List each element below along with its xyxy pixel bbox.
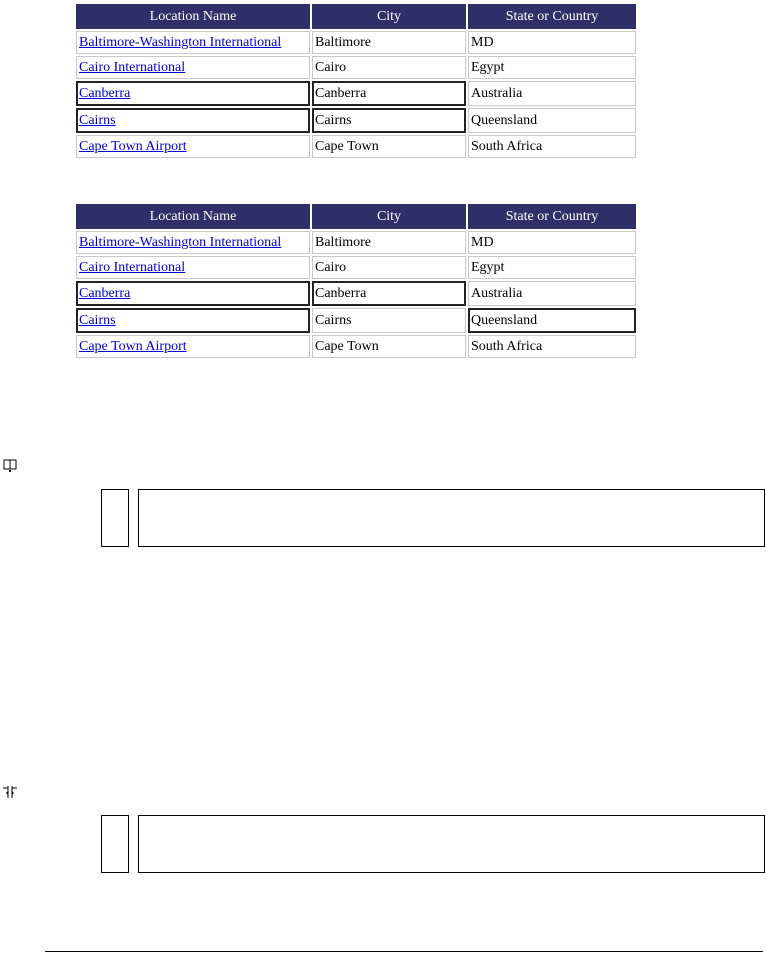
- location-link[interactable]: Cairo International: [79, 59, 186, 75]
- city-cell: Canberra: [312, 281, 466, 306]
- table-row[interactable]: [76, 281, 636, 306]
- display-icon: [2, 459, 18, 473]
- state-cell: Egypt: [468, 56, 636, 79]
- city-cell: Cairo: [312, 56, 466, 79]
- location-link[interactable]: Canberra: [79, 285, 131, 301]
- location-link[interactable]: Cairns: [79, 112, 116, 128]
- location-cell: [76, 135, 310, 158]
- footer-divider: [45, 951, 763, 952]
- location-link[interactable]: Cairns: [79, 312, 116, 328]
- location-cell: [76, 335, 310, 358]
- code-sample-box: [138, 815, 765, 873]
- state-cell: South Africa: [468, 335, 636, 358]
- location-link[interactable]: Canberra: [79, 85, 131, 101]
- table-row[interactable]: [76, 108, 636, 133]
- code-line-gutter: [101, 815, 129, 873]
- table-row[interactable]: [76, 335, 636, 358]
- location-link[interactable]: Baltimore-Washington International: [79, 34, 282, 50]
- location-cell: [76, 308, 310, 333]
- table-row[interactable]: [76, 256, 636, 279]
- location-cell: [76, 231, 310, 254]
- state-cell: Egypt: [468, 256, 636, 279]
- location-cell: [76, 281, 310, 306]
- state-cell: MD: [468, 231, 636, 254]
- table-row[interactable]: [76, 31, 636, 54]
- location-link[interactable]: Cape Town Airport: [79, 138, 187, 154]
- column-header-state-or-country[interactable]: State or Country: [468, 4, 636, 29]
- header-row: [76, 4, 636, 29]
- city-cell: Cape Town: [312, 335, 466, 358]
- table-row[interactable]: [76, 81, 636, 106]
- city-cell: Cape Town: [312, 135, 466, 158]
- city-cell: Baltimore: [312, 231, 466, 254]
- code-line-gutter: [101, 489, 129, 547]
- column-header-state-or-country[interactable]: State or Country: [468, 204, 636, 229]
- state-cell: MD: [468, 31, 636, 54]
- state-cell: Queensland: [468, 108, 636, 133]
- column-header-location-name[interactable]: Location Name: [76, 4, 310, 29]
- locations-table-2: [74, 202, 638, 360]
- column-header-location-name[interactable]: Location Name: [76, 204, 310, 229]
- state-cell: Australia: [468, 81, 636, 106]
- location-cell: [76, 256, 310, 279]
- column-header-city[interactable]: City: [312, 4, 466, 29]
- location-cell: [76, 31, 310, 54]
- state-cell: South Africa: [468, 135, 636, 158]
- state-cell: Australia: [468, 281, 636, 306]
- table-row[interactable]: [76, 56, 636, 79]
- city-cell: Cairns: [312, 308, 466, 333]
- column-header-city[interactable]: City: [312, 204, 466, 229]
- city-cell: Cairo: [312, 256, 466, 279]
- table-row[interactable]: [76, 308, 636, 333]
- state-cell: Queensland: [468, 308, 636, 333]
- location-link[interactable]: Cairo International: [79, 259, 186, 275]
- location-link[interactable]: Baltimore-Washington International: [79, 234, 282, 250]
- header-row: [76, 204, 636, 229]
- locations-table-1: [74, 2, 638, 160]
- table-row[interactable]: [76, 231, 636, 254]
- city-cell: Baltimore: [312, 31, 466, 54]
- location-cell: [76, 108, 310, 133]
- location-cell: [76, 81, 310, 106]
- location-link[interactable]: Cape Town Airport: [79, 338, 187, 354]
- city-cell: Canberra: [312, 81, 466, 106]
- city-cell: Cairns: [312, 108, 466, 133]
- table-row[interactable]: [76, 135, 636, 158]
- location-cell: [76, 56, 310, 79]
- code-sample-box: [138, 489, 765, 547]
- column-resize-icon: [2, 785, 18, 799]
